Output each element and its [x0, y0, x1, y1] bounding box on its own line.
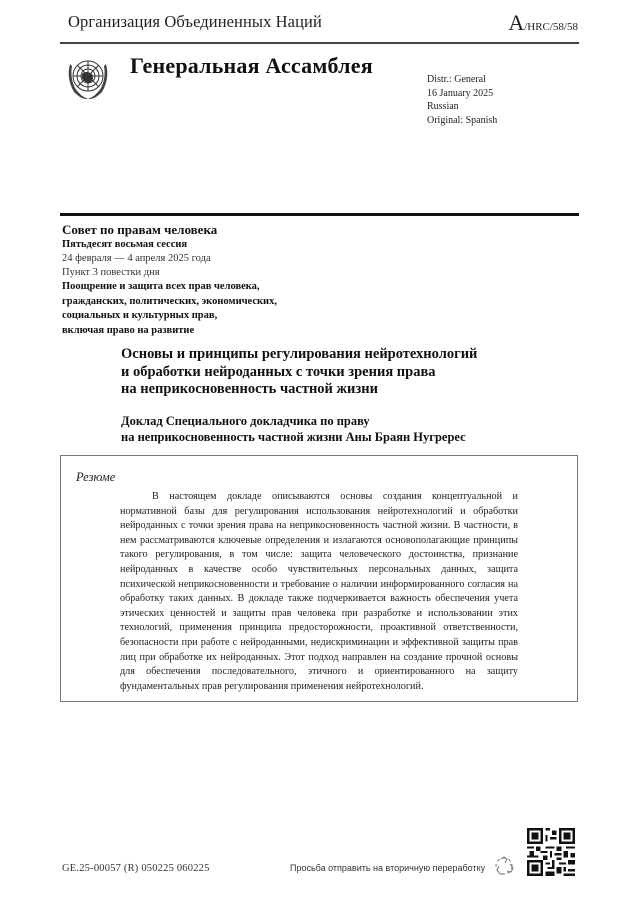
- organization-name: Организация Объединенных Наций: [68, 12, 322, 31]
- session-dates: 24 февраля — 4 апреля 2025 года: [62, 253, 211, 264]
- un-emblem-icon: [62, 52, 114, 104]
- distribution-block: [427, 73, 497, 127]
- summary-body: В настоящем докладе описываются основы создания концептуальной и нормативной базы для регулирования использования нейротехнологий и обработки нейроданных с точки зрения права на неприкосновенность частной жизни. В частности, в нем рассматриваются ключевые определения и излагаются основополагающие принципы такого регулирования, в том числе: защита человеческого достоинства, признание нейроданных в качестве особо чувствительных персональных данных, защита психической неприкосновенности и требование о наличии информированного согласия на обработку таких данных. В докладе также подчеркивается важность обеспечения учета этических ценностей и защиты прав человека при разработке и использовании этих технологий, применения принципа предосторожности, проактивной ответственности, безопасности при работе с нейроданными, недискриминации и эффективной защиты прав лиц при обработке их нейроданных. Этот подход направлен на создание прочной основы для обеспечения последовательного, этичного и ориентированного на защиту фундаментальных прав регулирования применения нейротехнологий.: [120, 491, 518, 692]
- recycle-notice: Просьба отправить на вторичную переработку: [290, 863, 486, 873]
- agenda-item: Пункт 3 повестки дня: [62, 267, 160, 278]
- agenda-title-line: включая право на развитие: [62, 324, 195, 336]
- job-code: GE.25-00057 (R) 050225 060225: [62, 863, 210, 874]
- document-title-line: и обработки нейроданных с точки зрения права: [121, 363, 436, 380]
- council-name: Совет по правам человека: [62, 222, 218, 237]
- session-name: Пятьдесят восьмая сессия: [62, 239, 188, 250]
- recycle-icon: [493, 855, 515, 877]
- document-subtitle-line: Доклад Специального докладчика по праву: [121, 414, 370, 428]
- document-subtitle: [121, 413, 541, 445]
- council-block: [62, 222, 362, 338]
- header-rule: [60, 42, 579, 44]
- summary-heading: Резюме: [76, 470, 116, 484]
- agenda-title-line: Поощрение и защита всех прав человека,: [62, 281, 260, 292]
- assembly-title: Генеральная Ассамблея: [130, 53, 373, 78]
- agenda-title-line: гражданских, политических, экономических,: [62, 295, 277, 307]
- qr-code-icon: [527, 828, 575, 876]
- section-rule: [60, 213, 579, 216]
- distribution-line: Distr.: General: [427, 74, 486, 85]
- distribution-original: Original: Spanish: [427, 114, 498, 126]
- agenda-title-line: социальных и культурных прав,: [62, 310, 218, 321]
- document-subtitle-line: на неприкосновенность частной жизни Аны Браян Нугререс: [121, 430, 466, 444]
- document-title-line: на неприкосновенность частной жизни: [121, 381, 378, 397]
- agenda-title: [62, 280, 362, 338]
- distribution-language: Russian: [427, 101, 459, 112]
- symbol-prefix: A: [508, 10, 525, 35]
- distribution-date: 16 January 2025: [427, 87, 494, 99]
- document-symbol: [508, 10, 578, 36]
- document-title: [121, 346, 541, 399]
- symbol-suffix: /HRC/58/58: [524, 21, 578, 33]
- document-title-line: Основы и принципы регулирования нейротехнологий: [121, 346, 478, 362]
